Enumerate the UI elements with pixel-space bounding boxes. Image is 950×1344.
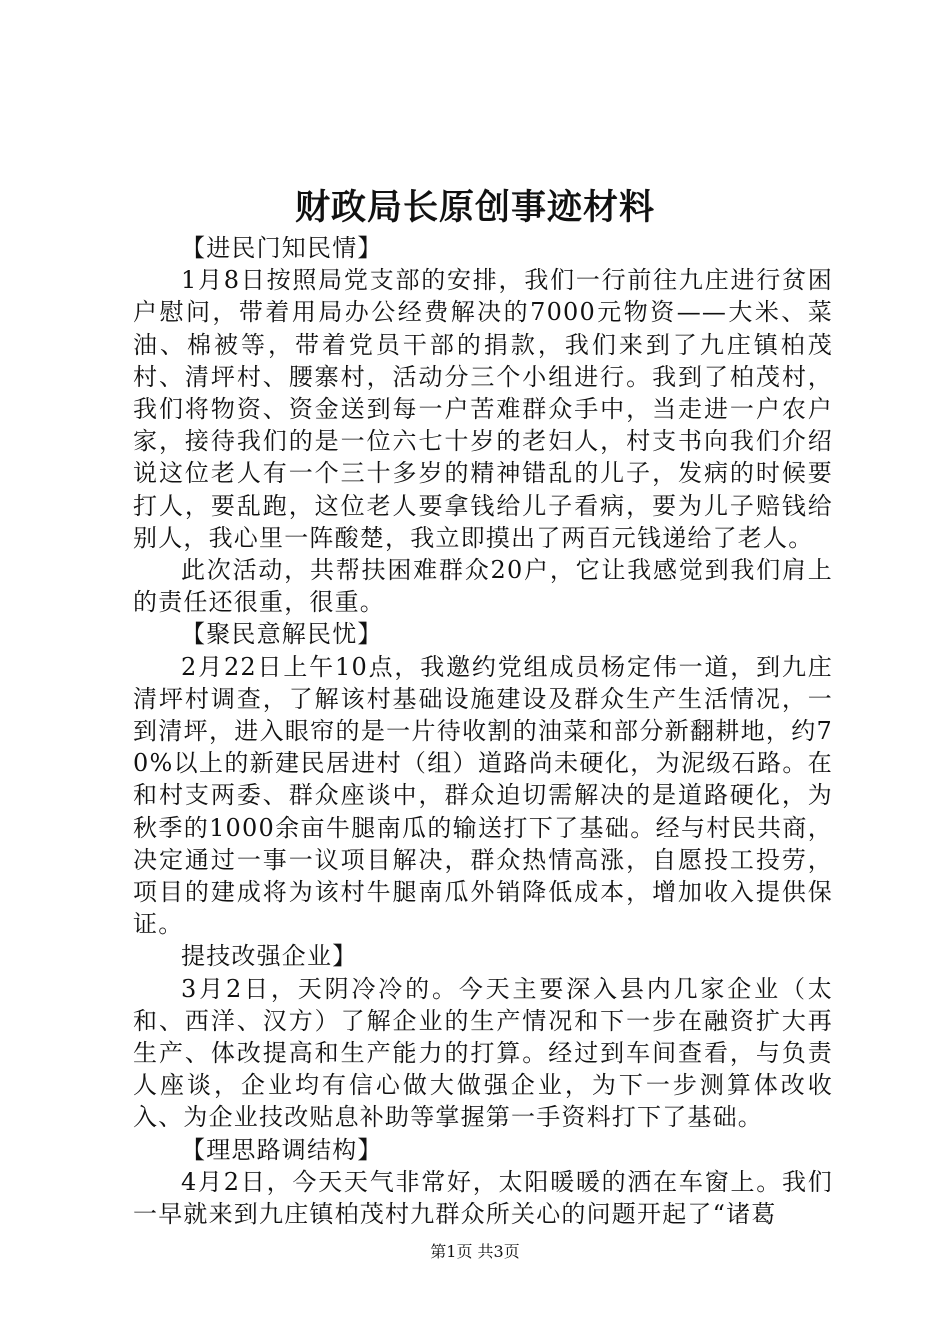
section-heading: 【聚民意解民忧】 [181, 620, 383, 649]
page-footer: 第1页 共3页 [430, 1242, 520, 1261]
paragraph: 2月22日上午10点，我邀约党组成员杨定伟一道，到九庄清坪村调查，了解该村基础设施建设及群众生产生活情况，一到清坪，进入眼帘的是一片待收割的油菜和部分新翻耕地，约70%以上的新建民居进村（组）道路尚未硬化，为泥级石路。在和村支两委、群众座谈中，群众迫切需解决的是道路硬化，为秋季的1000余亩牛腿南瓜的输送打下了基础。经与村民共商，决定通过一事一议项目解决，群众热情高涨，自愿投工投劳，项目的建成将为该村牛腿南瓜外销降低成本，增加收入提供保证。 [133, 652, 833, 939]
document-body [133, 232, 833, 1230]
section-heading: 提技改强企业】 [181, 942, 358, 971]
paragraph: 1月8日按照局党支部的安排，我们一行前往九庄进行贫困户慰问，带着用局办公经费解决的7000元物资——大米、菜油、棉被等，带着党员干部的捐款，我们来到了九庄镇柏茂村、清坪村、腰寨村，活动分三个小组进行。我到了柏茂村，我们将物资、资金送到每一户苦难群众手中，当走进一户农户家，接待我们的是一位六七十岁的老妇人，村支书向我们介绍说这位老人有一个三十多岁的精神错乱的儿子，发病的时候要打人，要乱跑，这位老人要拿钱给儿子看病，要为儿子赔钱给别人，我心里一阵酸楚，我立即摸出了两百元钱递给了老人。 [133, 266, 833, 552]
document-title: 财政局长原创事迹材料 [294, 188, 655, 228]
section-heading: 【进民门知民情】 [181, 234, 383, 262]
section-heading: 【理思路调结构】 [181, 1135, 383, 1164]
paragraph: 4月2日，今天天气非常好，太阳暖暖的洒在车窗上。我们一早就来到九庄镇柏茂村九群众所关心的问题开起了“诸葛 [133, 1167, 833, 1229]
paragraph: 3月2日，天阴冷冷的。今天主要深入县内几家企业（太和、西洋、汉方）了解企业的生产情况和下一步在融资扩大再生产、体改提高和生产能力的打算。经过到车间查看，与负责人座谈，企业均有信心做大做强企业，为下一步测算体改收入、为企业技改贴息补助等掌握第一手资料打下了基础。 [133, 974, 833, 1132]
paragraph: 此次活动，共帮扶困难群众20户，它让我感觉到我们肩上的责任还很重，很重。 [133, 556, 833, 617]
